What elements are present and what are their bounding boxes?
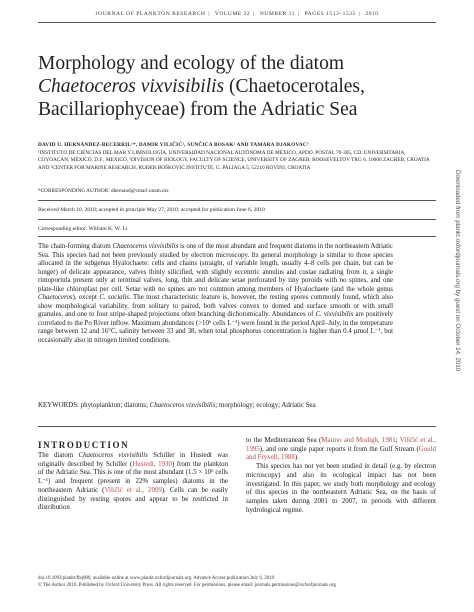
- keywords-label: KEYWORDS:: [38, 402, 79, 409]
- citation-link[interactable]: Gould and Fryxell, 1988: [246, 445, 436, 462]
- download-watermark: Downloaded from plankt.oxfordjournals.org by guest on October 14, 2010: [454, 170, 461, 372]
- citation-link[interactable]: Hustedt, 1930: [132, 460, 172, 468]
- article-title: [38, 52, 438, 121]
- affiliations: ¹INSTITUTO DE CIENCIAS DEL MAR Y LIMNOLOGÍA, UNIVERSIDAD NACIONAL AUTÓNOMA DE MÉXICO, APDO. POSTAL 70-305, CD. UNIVERSITARIA, COYOACAN, MÉXICO, D.F., MEXICO, ²DIVISION OF BIOLOGY, FACULTY OF SCIENCE, UNIVERSITY OF ZAGREB, ROOSEVELTOV TRG 6, 10000 ZAGREB, CROATIA AND ³CENTER FOR MARINE RESEARCH, RUĐER BOŠKOVIĆ INSTITUTE, G. PALIAGA 5, 52210 ROVINJ, CROATIA: [38, 149, 430, 171]
- page-footer: [38, 575, 436, 589]
- section-heading-introduction: INTRODUCTION: [38, 440, 130, 450]
- issue-number: NUMBER 11: [259, 11, 295, 17]
- journal-name: JOURNAL OF PLANKTON RESEARCH: [95, 11, 206, 17]
- abstract-species: Chaetoceros vixvisibilis: [112, 243, 179, 250]
- intro-left-column: The diatom Chaetoceros vixvisibilis Schiller in Hustedt was originally described by Schiller (Hustedt, 1930) from the plankton of the Adriatic Sea. This is one of the most abundant (1.5 × 10⁶ cells L⁻¹) and frequent (present in 22% samples) diatoms in the northeastern Adriatic (Viličić et al., 2009). Cells can be easily distinguished by resting spores and appear to be restricted in distribution: [38, 452, 229, 512]
- page-range: PAGES 1513–1525: [304, 11, 356, 17]
- title-line-3: Bacillariophyceae) from the Adriatic Sea: [38, 99, 358, 120]
- received-dates: Received March 10, 2010; accepted in principle May 27, 2010; accepted for publication June 6, 2010: [38, 207, 265, 213]
- copyright-line: © The Author 2010. Published by Oxford University Press. All rights reserved. For permissions, please email: journals.permissions@oxfordjournals.org: [38, 583, 336, 589]
- year: 2010: [365, 11, 379, 17]
- abstract: The chain-forming diatom Chaetoceros vixvisibilis is one of the most abundant and frequent diatoms in the northeastern Adriatic Sea. This species had not been previously studied by electron microscopy. Its general morphology is similar to those species allocated in the subgenus Hyalochaete: cells and chains (straight, of variable length, usually 4–8 cells per chain, but can be longer) of delicate appearance, valves thinly silicified, with slightly eccentric annulus and costae radiating from it, a single rimoportula present only at terminal valves, long, thin and delicate setae perforated by tiny poroids with no spines, and one plate-like chloroplast per cell. Setae with no spines are not common among members of Hyalochaete (and the whole genus Chaetoceros), except C. socialis. The most characteristic feature is, however, the resting spores commonly found, which also show morphological variability, from solitary to paired, both valves convex to domed and surface smooth or with small granules, and one to four stripe-shaped projections often branching dichotomically. Abundances of C. vixvisibilis are positively correlated to the Po River inflow. Maximum abundances (>10⁶ cells L⁻¹) were found in the period April–July, in the temperature range between 12 and 16°C, salinity between 33 and 38, when total phosphorus concentration is higher than 0.4 µmol L⁻¹, but occasionally also in nitrogen limited conditions.: [38, 243, 393, 345]
- title-species: Chaetoceros vixvisibilis: [38, 76, 225, 97]
- citation-link[interactable]: Viličić et al., 1995: [246, 437, 436, 453]
- paragraph: This species has not yet been studied in detail (e.g. by electron microscopy) and also its ecological impact has not been investigated. In this paper, we study both morphology and ecology of this species in the northeastern Adriatic Sea, on the basis of samples taken during 2001 to 2007, in periods with different hydrological regime.: [246, 463, 436, 514]
- citation-link[interactable]: Viličić et al., 2009: [104, 486, 162, 494]
- section-rule-4: [38, 426, 436, 427]
- doi-line: doi:10.1093/plankt/fbq080, available online at www.plankt.oxfordjournals.org. Advance Access publication July 6, 2010: [38, 576, 275, 581]
- section-rule-2: [38, 219, 436, 220]
- corresponding-author: *CORRESPONDING AUTHOR: dhernand@cmarl.unam.mx: [38, 188, 169, 194]
- section-rule-3: [38, 236, 436, 237]
- title-line-2: Chaetoceros vixvisibilis (Chaetocerotales,: [38, 76, 365, 97]
- header-rule: [38, 22, 436, 23]
- author-names: DAVID U. HERNÁNDEZ-BECERRIL¹*, DAMIR VILIČIĆ², SUNČICA BOSAK² AND TAMARA DJAKOVAC³: [38, 142, 309, 148]
- author-block: [38, 142, 434, 172]
- title-line-1: Morphology and ecology of the diatom: [38, 53, 344, 74]
- intro-right-column: [246, 437, 436, 515]
- citation-link[interactable]: Marino and Modigh, 1981: [321, 437, 396, 444]
- corresponding-editor: Corresponding editor: William K. W. Li: [38, 226, 128, 232]
- keywords: KEYWORDS: phytoplankton; diatoms; Chaetoceros vixvisibilis; morphology; ecology; Adriatic Sea: [38, 402, 316, 409]
- paragraph: to the Mediterranean Sea (Marino and Modigh, 1981; Viličić et al., 1995), and one single paper reports it from the Gulf Stream (Gould and Fryxell, 1988).: [246, 437, 436, 462]
- section-rule-1: [38, 200, 436, 201]
- running-head: JOURNAL OF PLANKTON RESEARCH | VOLUME 32 | NUMBER 11 | PAGES 1513–1525 | 2010: [95, 11, 379, 17]
- volume: VOLUME 32: [214, 11, 251, 17]
